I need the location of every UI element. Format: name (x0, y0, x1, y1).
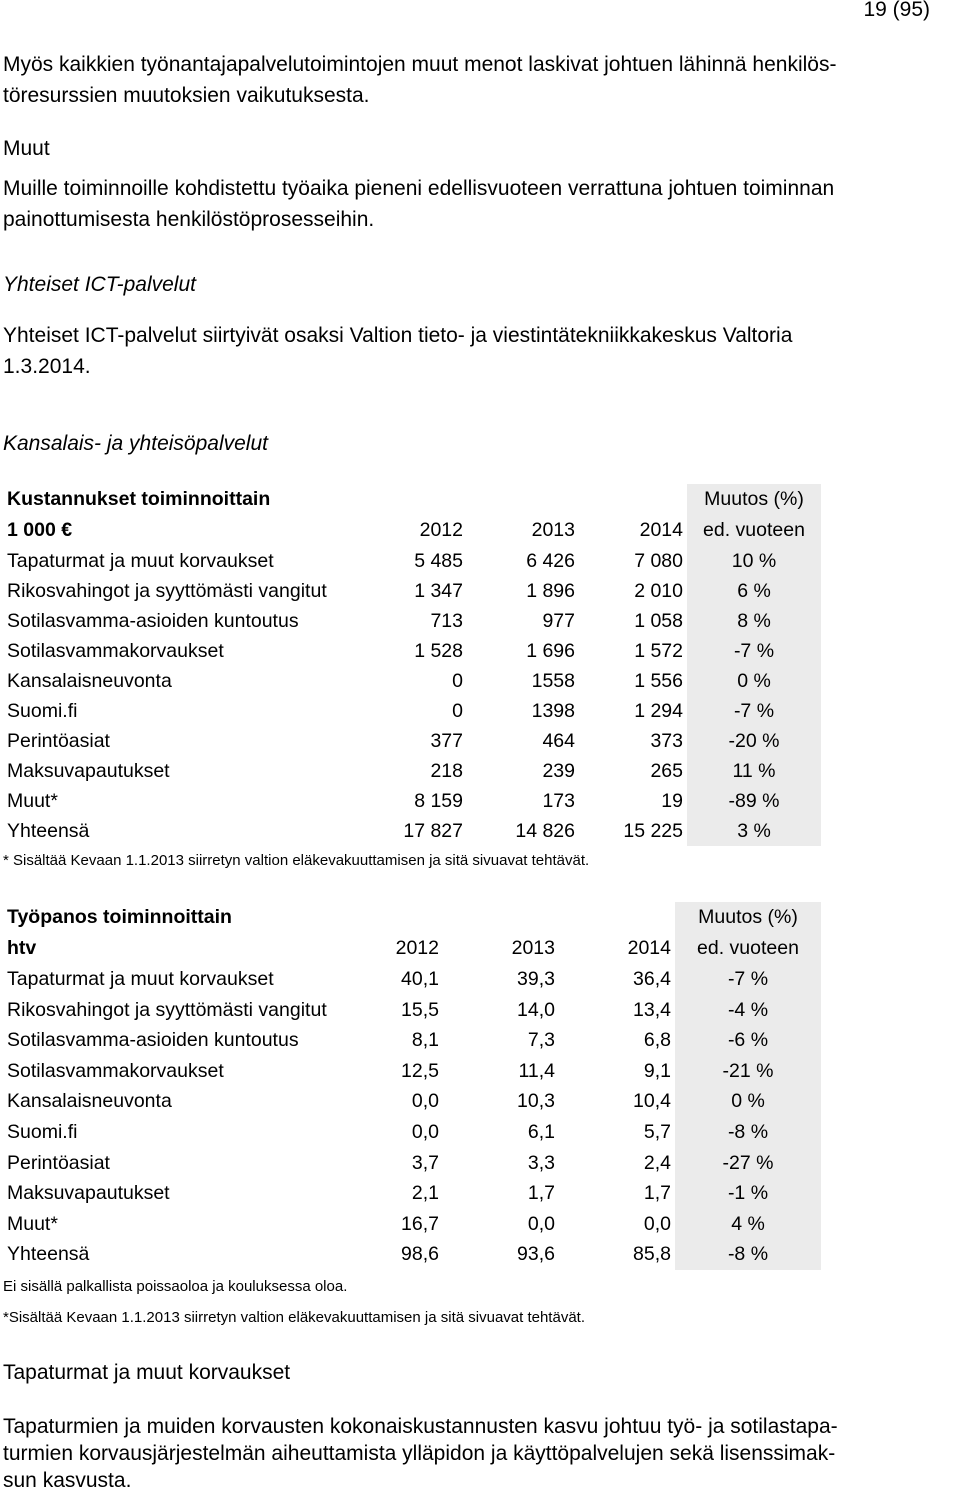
workload-table-cell-change: -7 % (675, 964, 821, 995)
workload-table-cell-label: Suomi.fi (7, 1120, 78, 1143)
cost-table-cell-label: Perintöasiat (7, 730, 110, 752)
cost-table-row (3, 816, 821, 846)
workload-table-cell-value-2014: 6,8 (643, 1029, 671, 1052)
cost-table-cell-value-2012: 0 (452, 670, 463, 692)
workload-table-row (3, 1209, 821, 1240)
workload-table-cell-value-2012: 3,7 (411, 1151, 439, 1174)
cost-table-cell-value-2012: 8 159 (414, 790, 463, 812)
cost-table-cell-label: Tapaturmat ja muut korvaukset (7, 550, 274, 572)
workload-table-cell-value-2013: 6,1 (527, 1120, 555, 1143)
cost-table-cell-value-2013: 14 826 (515, 820, 575, 842)
workload-table-row (3, 1148, 821, 1179)
cost-table-row (3, 696, 821, 726)
cost-table-row (3, 546, 821, 576)
workload-table-body (3, 964, 821, 1270)
workload-table-cell-change: -8 % (675, 1239, 821, 1270)
cost-table-year-2012: 2012 (419, 519, 463, 541)
workload-table-cell-value-2014: 9,1 (643, 1059, 671, 1082)
muut-paragraph-line-2: painottumisesta henkilöstöprosesseihin. (3, 208, 375, 231)
workload-table-cell-value-2014: 2,4 (643, 1151, 671, 1174)
cost-table-cell-label: Rikosvahingot ja syyttömästi vangitut (7, 580, 327, 602)
workload-table-cell-label: Muut* (7, 1212, 58, 1235)
cost-table-cell-value-2014: 1 556 (634, 670, 683, 692)
cost-table-row (3, 726, 821, 756)
cost-table-cell-value-2012: 1 528 (414, 640, 463, 662)
cost-table-cell-value-2012: 218 (430, 760, 463, 782)
workload-table-cell-label: Sotilasvammakorvaukset (7, 1059, 224, 1082)
cost-table-cell-value-2012: 5 485 (414, 550, 463, 572)
workload-table-cell-label: Maksuvapautukset (7, 1182, 170, 1205)
workload-table-cell-change: -8 % (675, 1117, 821, 1148)
cost-table-footnote: * Sisältää Kevaan 1.1.2013 siirretyn valtion eläkevakuuttamisen ja sitä sivuavat tehtävät. (3, 852, 590, 869)
cost-table-cell-value-2012: 713 (430, 610, 463, 632)
workload-table-row (3, 1086, 821, 1117)
cost-table-cell-value-2012: 0 (452, 700, 463, 722)
muut-heading: Muut (3, 137, 50, 160)
cost-table-title: Kustannukset toiminnoittain (7, 488, 271, 510)
workload-table-cell-value-2014: 36,4 (633, 968, 671, 990)
workload-table-row (3, 1117, 821, 1148)
workload-table-cell-label: Tapaturmat ja muut korvaukset (7, 968, 274, 990)
workload-table-cell-value-2013: 11,4 (518, 1059, 555, 1082)
workload-table-year-2013: 2013 (511, 937, 555, 959)
cost-table-cell-change: 10 % (687, 546, 821, 576)
ict-paragraph-line-1: Yhteiset ICT-palvelut siirtyivät osaksi Valtion tieto- ja viestintätekniikkakeskus Valtoria (3, 324, 793, 347)
cost-table-cell-value-2012: 17 827 (403, 820, 463, 842)
cost-table-cell-change: -89 % (687, 786, 821, 816)
workload-table-cell-label: Kansalaisneuvonta (7, 1090, 172, 1113)
cost-table-cell-value-2013: 239 (542, 760, 575, 782)
cost-table-unit: 1 000 € (7, 519, 73, 541)
cost-table-cell-value-2014: 265 (650, 760, 683, 782)
cost-table-row (3, 756, 821, 786)
cost-table-cell-change: -7 % (687, 636, 821, 666)
cost-table-cell-value-2013: 464 (542, 730, 575, 752)
cost-table-cell-value-2012: 377 (430, 730, 463, 752)
cost-table-cell-value-2014: 1 572 (634, 640, 683, 662)
tapaturmat-paragraph-line-2: turmien korvausjärjestelmän aiheuttamista ylläpidon ja käyttöpalvelujen sekä lisenssimak- (3, 1442, 836, 1465)
workload-table-cell-value-2013: 93,6 (517, 1243, 555, 1266)
workload-table-cell-change: 4 % (675, 1209, 821, 1240)
cost-table-row (3, 576, 821, 606)
cost-table-cell-label: Muut* (7, 790, 58, 812)
workload-table-cell-value-2012: 2,1 (411, 1182, 439, 1205)
workload-table-row (3, 1025, 821, 1056)
workload-table-cell-change: -4 % (675, 995, 821, 1026)
workload-table-cell-label: Sotilasvamma-asioiden kuntoutus (7, 1029, 299, 1052)
cost-table-body (3, 546, 821, 846)
workload-table-cell-label: Perintöasiat (7, 1151, 110, 1174)
workload-table-cell-value-2012: 15,5 (401, 998, 439, 1021)
workload-table-cell-label: Yhteensä (7, 1243, 90, 1266)
muut-paragraph-line-1: Muille toiminnoille kohdistettu työaika pieneni edellisvuoteen verrattuna johtuen toiminnan (3, 177, 835, 200)
workload-table-row (3, 1056, 821, 1087)
cost-table-cell-change: -20 % (687, 726, 821, 756)
tapaturmat-paragraph-line-1: Tapaturmien ja muiden korvausten kokonaiskustannusten kasvu johtuu työ- ja sotilastapa- (3, 1415, 838, 1438)
workload-table-cell-value-2013: 39,3 (517, 968, 555, 990)
kansalais-heading: Kansalais- ja yhteisöpalvelut (3, 432, 268, 455)
workload-table-cell-value-2013: 3,3 (527, 1151, 555, 1174)
workload-table-cell-value-2013: 1,7 (527, 1182, 555, 1205)
workload-table-row (3, 964, 821, 995)
cost-table-cell-value-2013: 173 (542, 790, 575, 812)
cost-table-row (3, 786, 821, 816)
cost-table-cell-value-2014: 373 (650, 730, 683, 752)
workload-table-cell-change: -1 % (675, 1178, 821, 1209)
workload-table-year-2012: 2012 (395, 937, 439, 959)
cost-table-cell-value-2014: 2 010 (634, 580, 683, 602)
workload-table-change-header-1: Muutos (%) (675, 902, 821, 933)
workload-table-cell-value-2014: 1,7 (643, 1182, 671, 1205)
workload-table-unit: htv (7, 937, 37, 959)
cost-table-cell-value-2013: 1 896 (526, 580, 575, 602)
workload-table-year-2014: 2014 (627, 937, 671, 959)
tapaturmat-paragraph-line-3: sun kasvusta. (3, 1469, 132, 1492)
cost-table-row (3, 666, 821, 696)
cost-table-cell-value-2013: 6 426 (526, 550, 575, 572)
cost-table-cell-label: Sotilasvamma-asioiden kuntoutus (7, 610, 299, 632)
cost-table-cell-change: -7 % (687, 696, 821, 726)
cost-table-cell-value-2013: 1 696 (526, 640, 575, 662)
cost-table-cell-value-2014: 7 080 (634, 550, 683, 572)
workload-table-cell-change: 0 % (675, 1086, 821, 1117)
workload-table-note: Ei sisällä palkallista poissaoloa ja kouluksessa oloa. (3, 1278, 348, 1295)
cost-table-cell-value-2013: 1398 (531, 700, 575, 722)
workload-table-title: Työpanos toiminnoittain (7, 906, 232, 928)
workload-table-cell-value-2012: 0,0 (411, 1090, 439, 1113)
workload-table-cell-change: -27 % (675, 1148, 821, 1179)
cost-table-cell-value-2014: 1 058 (634, 610, 683, 632)
workload-table-change-header-2: ed. vuoteen (675, 933, 821, 964)
workload-table-cell-value-2012: 12,5 (401, 1059, 439, 1082)
workload-table-cell-value-2014: 10,4 (633, 1090, 671, 1113)
cost-table-row (3, 606, 821, 636)
workload-table-cell-value-2012: 0,0 (411, 1120, 439, 1143)
workload-table-cell-value-2012: 98,6 (401, 1243, 439, 1266)
workload-table-cell-label: Rikosvahingot ja syyttömästi vangitut (7, 998, 327, 1021)
ict-paragraph-line-2: 1.3.2014. (3, 355, 91, 378)
workload-table-row (3, 1239, 821, 1270)
cost-table-cell-value-2014: 19 (661, 790, 683, 812)
workload-table-cell-value-2012: 16,7 (401, 1212, 439, 1235)
intro-paragraph-line-2: töresurssien muutoksien vaikutuksesta. (3, 84, 370, 107)
workload-table-row (3, 1178, 821, 1209)
workload-table-cell-value-2012: 40,1 (401, 968, 439, 990)
cost-table (3, 484, 821, 846)
cost-table-cell-label: Suomi.fi (7, 700, 78, 722)
cost-table-change-header-1: Muutos (%) (687, 484, 821, 515)
cost-table-cell-change: 8 % (687, 606, 821, 636)
cost-table-cell-change: 3 % (687, 816, 821, 846)
cost-table-change-header-2: ed. vuoteen (687, 515, 821, 546)
cost-table-year-2013: 2013 (531, 519, 575, 541)
intro-paragraph-line-1: Myös kaikkien työnantajapalvelutoimintojen muut menot laskivat johtuen lähinnä henkilös- (3, 53, 837, 76)
workload-table-cell-value-2014: 13,4 (633, 998, 671, 1021)
workload-table-row (3, 995, 821, 1026)
cost-table-cell-label: Sotilasvammakorvaukset (7, 640, 224, 662)
cost-table-cell-label: Kansalaisneuvonta (7, 670, 172, 692)
cost-table-year-2014: 2014 (639, 519, 683, 541)
cost-table-row (3, 636, 821, 666)
workload-table (3, 902, 821, 1270)
ict-heading: Yhteiset ICT-palvelut (3, 273, 196, 296)
workload-table-cell-value-2014: 85,8 (633, 1243, 671, 1266)
cost-table-cell-label: Yhteensä (7, 820, 90, 842)
tapaturmat-heading: Tapaturmat ja muut korvaukset (3, 1361, 291, 1384)
cost-table-cell-change: 0 % (687, 666, 821, 696)
workload-table-cell-value-2014: 0,0 (643, 1212, 671, 1235)
workload-table-cell-value-2012: 8,1 (411, 1029, 439, 1052)
workload-table-cell-value-2014: 5,7 (643, 1120, 671, 1143)
workload-table-cell-value-2013: 0,0 (527, 1212, 555, 1235)
workload-table-cell-change: -6 % (675, 1025, 821, 1056)
cost-table-cell-value-2014: 15 225 (623, 820, 683, 842)
workload-table-footnote: *Sisältää Kevaan 1.1.2013 siirretyn valtion eläkevakuuttamisen ja sitä sivuavat tehtävät. (3, 1309, 585, 1326)
cost-table-cell-change: 6 % (687, 576, 821, 606)
cost-table-cell-value-2014: 1 294 (634, 700, 683, 722)
workload-table-cell-value-2013: 7,3 (527, 1029, 555, 1052)
cost-table-cell-value-2013: 1558 (531, 670, 575, 692)
page-number: 19 (95) (863, 0, 930, 21)
cost-table-cell-label: Maksuvapautukset (7, 760, 170, 782)
cost-table-cell-change: 11 % (687, 756, 821, 786)
cost-table-cell-value-2012: 1 347 (414, 580, 463, 602)
cost-table-cell-value-2013: 977 (542, 610, 575, 632)
workload-table-cell-value-2013: 10,3 (517, 1090, 555, 1113)
workload-table-cell-change: -21 % (675, 1056, 821, 1087)
workload-table-cell-value-2013: 14,0 (517, 998, 555, 1021)
